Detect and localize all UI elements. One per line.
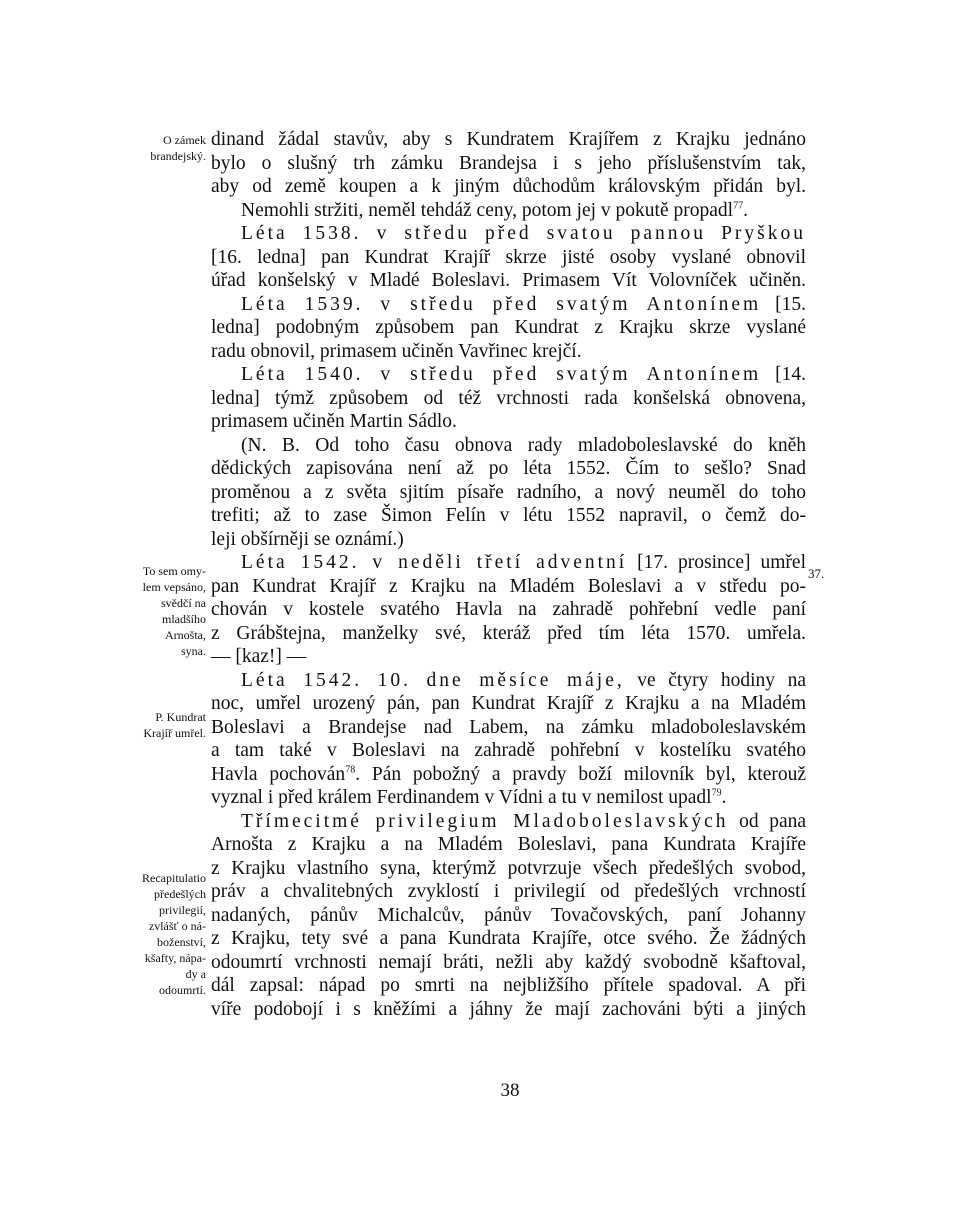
text-line: dědických zapisována není až po léta 1552. Čím to sešlo? Snad — [211, 458, 806, 479]
right-margin-number: 37. — [808, 566, 825, 581]
margin-note-kundrat-died — [100, 709, 206, 741]
margin-note-line: privilegií, — [159, 903, 206, 917]
text-line: (N. B. Od toho času obnova rady mladoboleslavské do kněh — [241, 434, 806, 456]
footnote-ref: 79 — [711, 787, 722, 799]
text-span: od pana — [739, 810, 807, 832]
margin-note-line: boženství, — [157, 935, 206, 949]
margin-note-line: Krajíř umřel. — [143, 726, 206, 740]
body-text — [211, 128, 806, 1021]
text-span: [15. — [775, 293, 806, 315]
margin-note-line: To sem omy- — [142, 564, 206, 578]
text-line: leji obšírněji se oznámí.) — [211, 528, 404, 550]
margin-note-line: Arnošta, — [165, 628, 206, 642]
text-line: primasem učiněn Martin Sádlo. — [211, 411, 457, 432]
text-span: [17. prosince] umřel — [637, 552, 806, 573]
text-line: práv a chvalitebných zvyklostí i privilegií od předešlých vrchností — [211, 881, 806, 902]
margin-note-written-later — [100, 563, 206, 659]
text-line — [211, 810, 806, 834]
text-span: . — [743, 199, 748, 221]
spaced-heading: Třímecitmé privilegium Mladoboleslavských — [241, 810, 729, 832]
spaced-heading: Léta 1538. v středu před svatou pannou Pryškou — [241, 223, 806, 244]
spaced-heading: Léta 1539. v středu před svatým Antonínem — [241, 293, 762, 315]
text-line — [211, 786, 806, 810]
text-line: — [kaz!] — — [211, 646, 307, 667]
text-line: pan Kundrat Krajíř z Krajku na Mladém Boleslavi a v středu po- — [211, 575, 806, 597]
footnote-ref: 77 — [733, 200, 744, 211]
text-span: vyznal i před králem Ferdinandem v Vídni a tu v nemilost upadl — [211, 787, 712, 808]
text-line — [211, 669, 806, 693]
text-line: [16. ledna] pan Kundrat Krajíř skrze jisté osoby vyslané obnovil — [211, 246, 806, 268]
text-line: noc, umřel urozený pán, pan Kundrat Krajíř z Krajku a na Mladém — [211, 693, 806, 714]
text-line: aby od země koupen a k jiným důchodům královským přidán byl. — [211, 176, 806, 197]
text-line: víře podobojí i s kněžími a jáhny že mají zachováni býti a jiných — [211, 998, 806, 1020]
text-line: z Krajku, tety své a pana Kundrata Krajíře, otce svého. Že žádných — [211, 928, 806, 949]
text-span: Nemohli stržiti, neměl tehdáž ceny, potom jej v pokutě propadl — [241, 199, 734, 221]
text-line: z Grábštejna, manželky své, kteráž před tím léta 1570. umřela. — [211, 622, 806, 644]
margin-note-line: P. Kundrat — [155, 710, 206, 724]
margin-note-line: předešlých — [154, 887, 206, 901]
margin-note-line: dy a — [185, 967, 206, 981]
text-line: proměnou a z světa sjitím písaře radního, a nový neuměl do toho — [211, 481, 806, 503]
footnote-ref: 78 — [345, 764, 356, 775]
spaced-heading: Léta 1540. v středu před svatým Antonínem — [241, 364, 762, 385]
margin-note-line: svědčí na — [161, 596, 206, 610]
margin-note-line: zvlášť o ná- — [148, 919, 206, 933]
text-line: bylo o slušný trh zámku Brandejsa i s jeho příslušenstvím tak, — [211, 152, 806, 174]
text-line: odoumrtí vrchnosti nemají bráti, nežli aby každý svobodně kšaftoval, — [211, 951, 806, 973]
text-span: Havla pochován — [211, 763, 346, 785]
text-line: dál zapsal: nápad po smrti na nejbližšího přítele spadoval. A při — [211, 975, 806, 996]
spaced-heading: Léta 1542. v neděli třetí adventní — [241, 552, 628, 573]
text-line — [211, 363, 806, 387]
text-line: chován v kostele svatého Havla na zahradě pohřební vedle paní — [211, 599, 806, 620]
margin-note-line: O zámek — [163, 133, 206, 147]
text-line — [211, 293, 806, 317]
margin-note-recapitulatio — [100, 870, 206, 998]
text-span: . — [721, 787, 727, 808]
text-span: [14. — [775, 364, 806, 385]
text-line — [211, 199, 806, 223]
margin-note-line: mladšího — [162, 612, 206, 626]
text-line: ledna] podobným způsobem pan Kundrat z Krajku skrze vyslané — [211, 317, 806, 338]
text-line: úřad konšelský v Mladé Boleslavi. Primasem Vít Volovníček učiněn. — [211, 270, 806, 291]
margin-note-line: odoumrtí. — [159, 983, 206, 997]
text-line: trefiti; až to zase Šimon Felín v létu 1552 napravil, o čemž do- — [211, 505, 806, 526]
text-line — [211, 222, 806, 246]
margin-note-line: lem vepsáno, — [142, 580, 206, 594]
text-line: Boleslavi a Brandejse nad Labem, na zámku mladoboleslavském — [211, 716, 806, 738]
page-number: 38 — [500, 1080, 520, 1101]
spaced-heading: Léta 1542. 10. dne měsíce máje, — [241, 669, 625, 691]
text-line: ledna] týmž způsobem od též vrchnosti rada konšelská obnovena, — [211, 387, 806, 409]
margin-note-line: kšafty, nápa- — [144, 951, 206, 965]
text-line: nadaných, pánův Michalcův, pánův Tovačovských, paní Johanny — [211, 904, 806, 926]
text-line: a tam také v Boleslavi na zahradě pohřební v kostelíku svatého — [211, 740, 806, 761]
text-span: . Pán pobožný a pravdy boží milovník byl, kterouž — [355, 763, 807, 785]
margin-note-line: brandejský. — [150, 149, 206, 163]
text-line: dinand žádal stavův, aby s Kundratem Krajířem z Krajku jednáno — [211, 129, 806, 150]
margin-note-line: syna. — [181, 644, 206, 658]
text-line: Arnošta z Krajku a na Mladém Boleslavi, pana Kundrata Krajíře — [211, 834, 806, 855]
text-line — [211, 551, 806, 575]
text-span: ve čtyry hodiny na — [637, 669, 807, 691]
text-line: radu obnovil, primasem učiněn Vavřinec krejčí. — [211, 340, 582, 362]
margin-note-castle — [100, 132, 206, 164]
margin-note-line: Recapitulatio — [142, 871, 206, 885]
text-line — [211, 763, 806, 787]
text-line: z Krajku vlastního syna, kterýmž potvrzuje všech předešlých svobod, — [211, 857, 806, 879]
